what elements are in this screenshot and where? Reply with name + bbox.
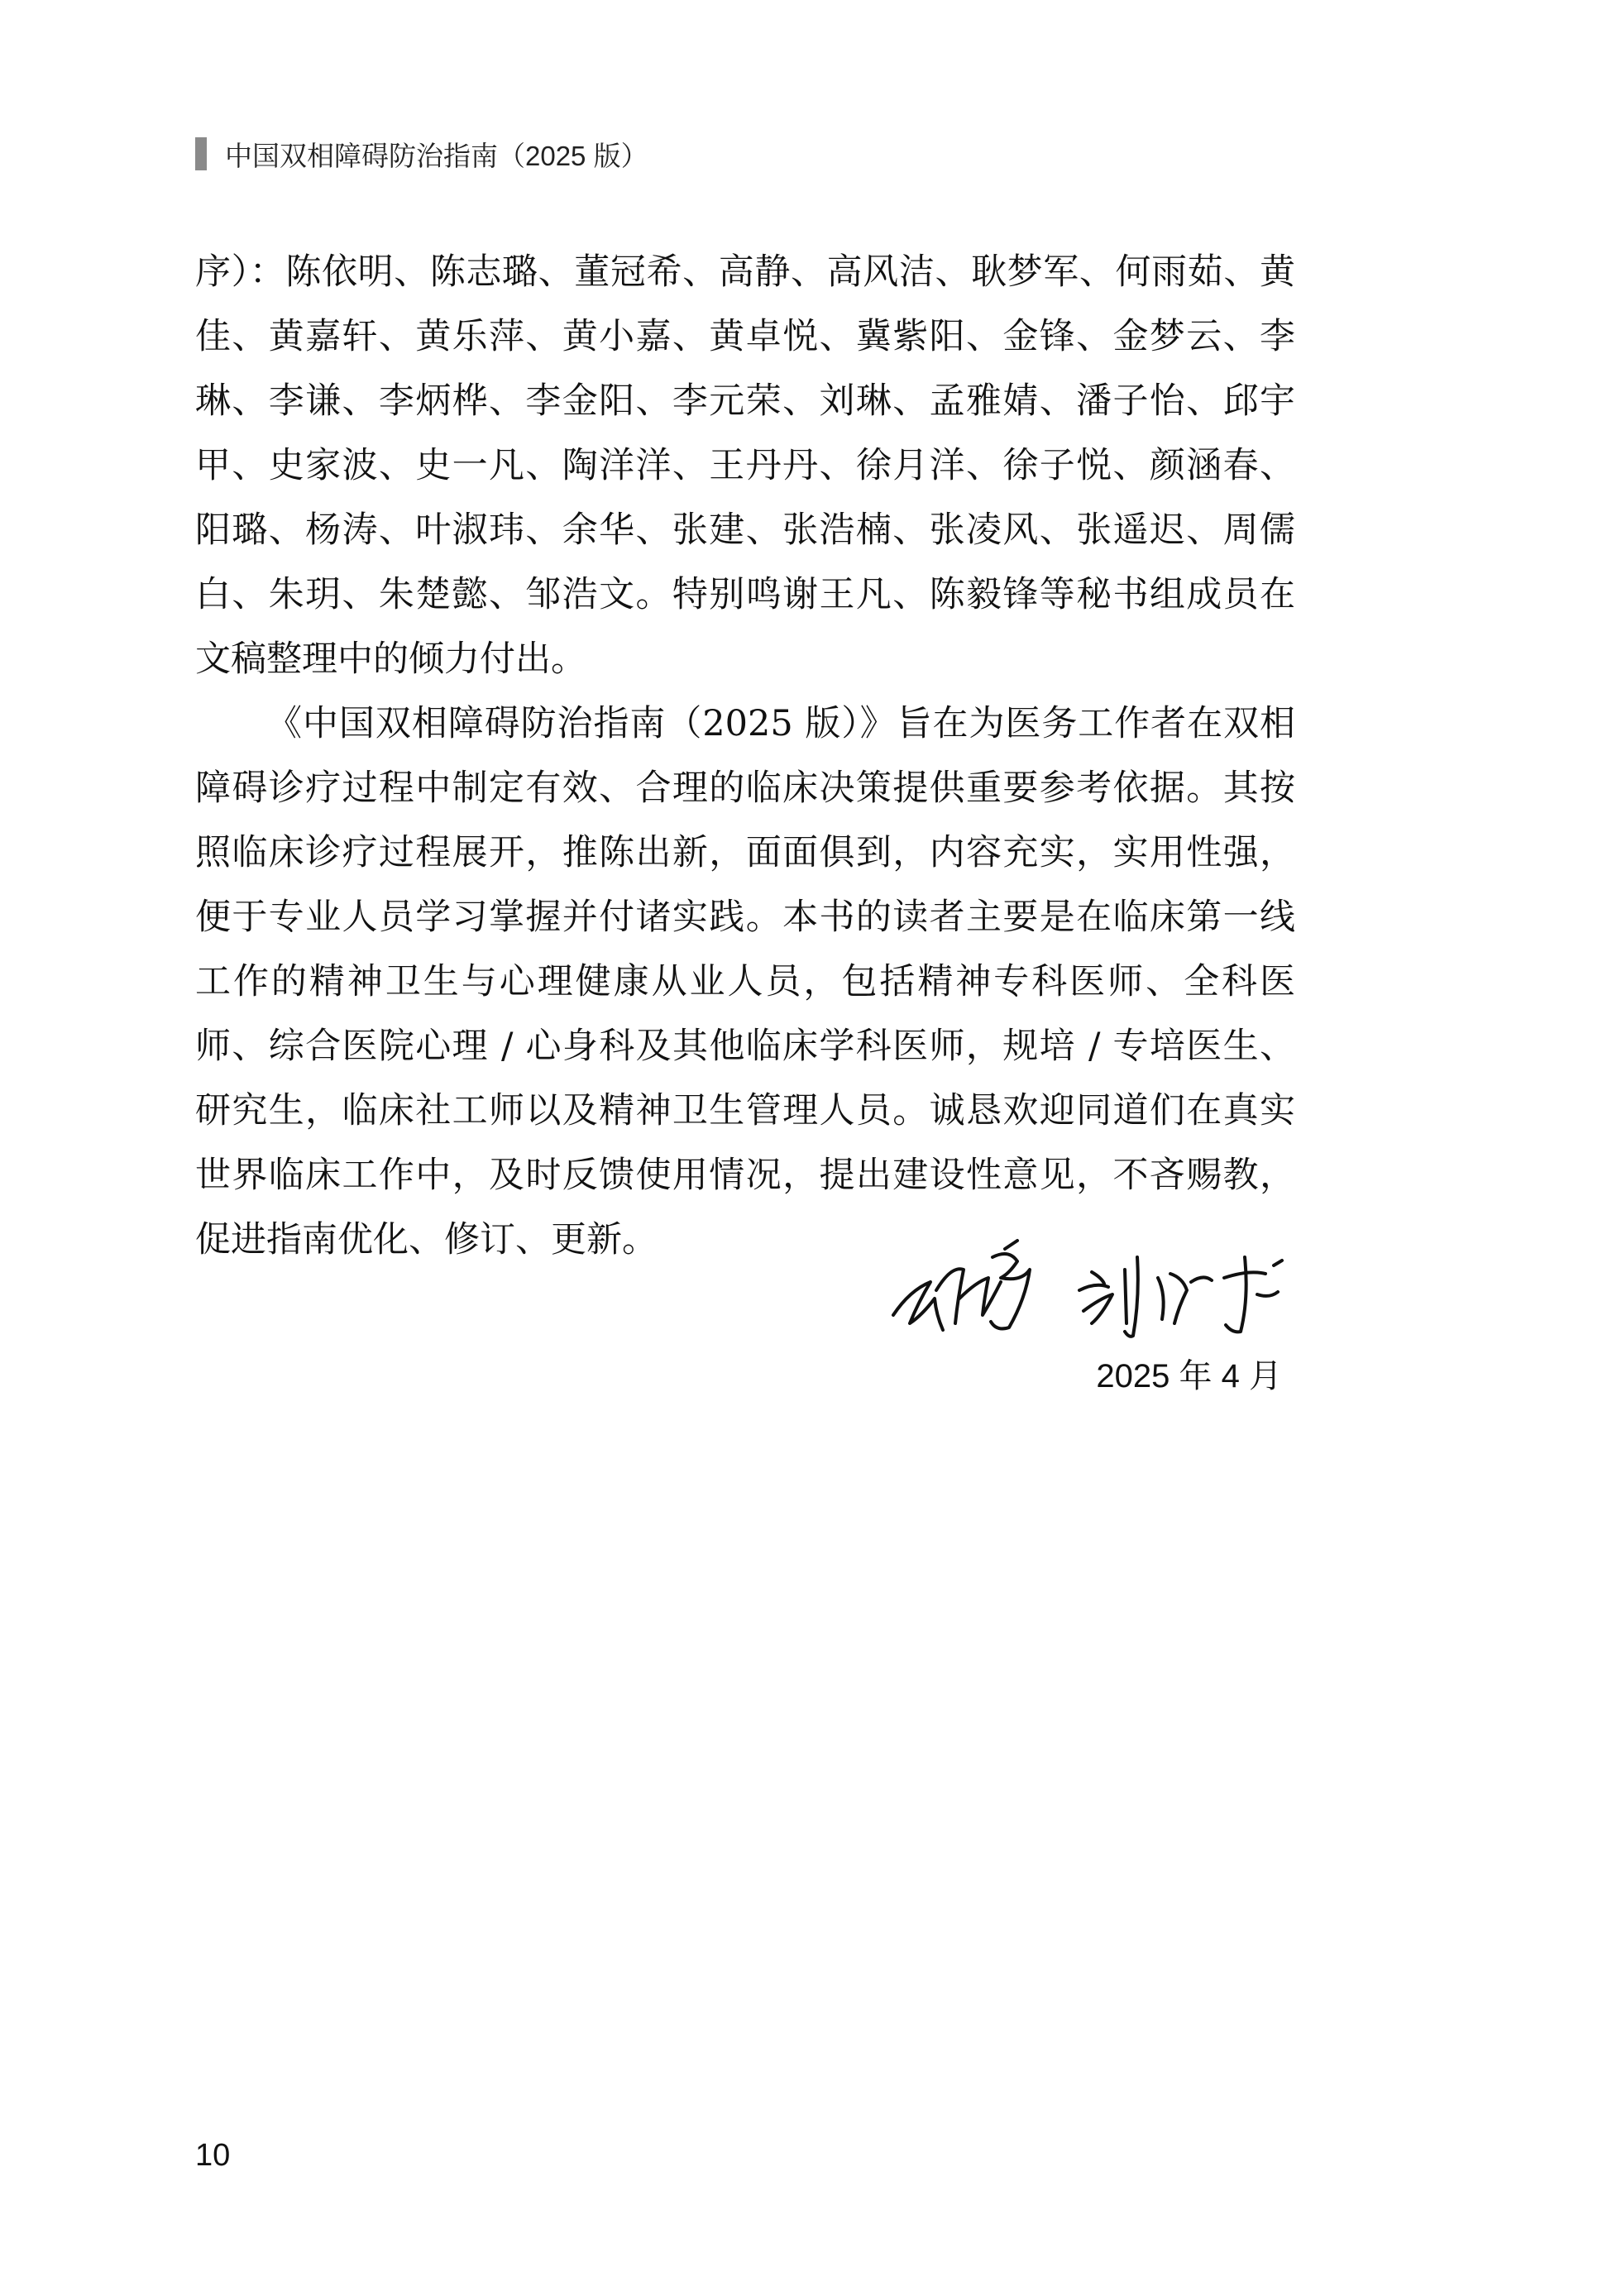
header-marker-bar — [195, 137, 207, 170]
body-text — [195, 240, 1295, 1272]
header-title: 中国双相障碍防治指南（2025 版） — [225, 140, 648, 171]
acknowledgement-paragraph: 序）：陈依明、陈志璐、董冠希、高静、高风洁、耿梦军、何雨茹、黄佳、黄嘉轩、黄乐萍、黄小嘉、黄卓悦、冀紫阳、金锋、金梦云、李琳、李谦、李炳桦、李金阳、李元荣、刘琳、孟雅婧、潘子怡、邱宇甲、史家波、史一凡、陶洋洋、王丹丹、徐月洋、徐子悦、颜涵春、阳璐、杨涛、叶淑玮、余华、张建、张浩楠、张凌风、张遥迟、周儒白、朱玥、朱楚懿、邹浩文。特别鸣谢王凡、陈毅锋等秘书组成员在文稿整理中的倾力付出。 — [195, 251, 1295, 680]
page-number: 10 — [195, 2138, 231, 2173]
running-header — [195, 136, 648, 172]
handwritten-signatures — [885, 1232, 1299, 1348]
signature-date: 2025 年 4 月 — [1096, 1358, 1282, 1394]
purpose-paragraph: 《中国双相障碍防治指南（2025 版）》旨在为医务工作者在双相障碍诊疗过程中制定有效、合理的临床决策提供重要参考依据。其按照临床诊疗过程展开，推陈出新，面面俱到，内容充实，实用性强，便于专业人员学习掌握并付诸实践。本书的读者主要是在临床第一线工作的精神卫生与心理健康从业人员，包括精神专科医师、全科医师、综合医院心理 / 心身科及其他临床学科医师，规培 / 专培医生、研究生，临床社工师以及精神卫生管理人员。诚恳欢迎同道们在真实世界临床工作中，及时反馈使用情况，提出建设性意见，不吝赐教，促进指南优化、修订、更新。 — [195, 703, 1295, 1260]
